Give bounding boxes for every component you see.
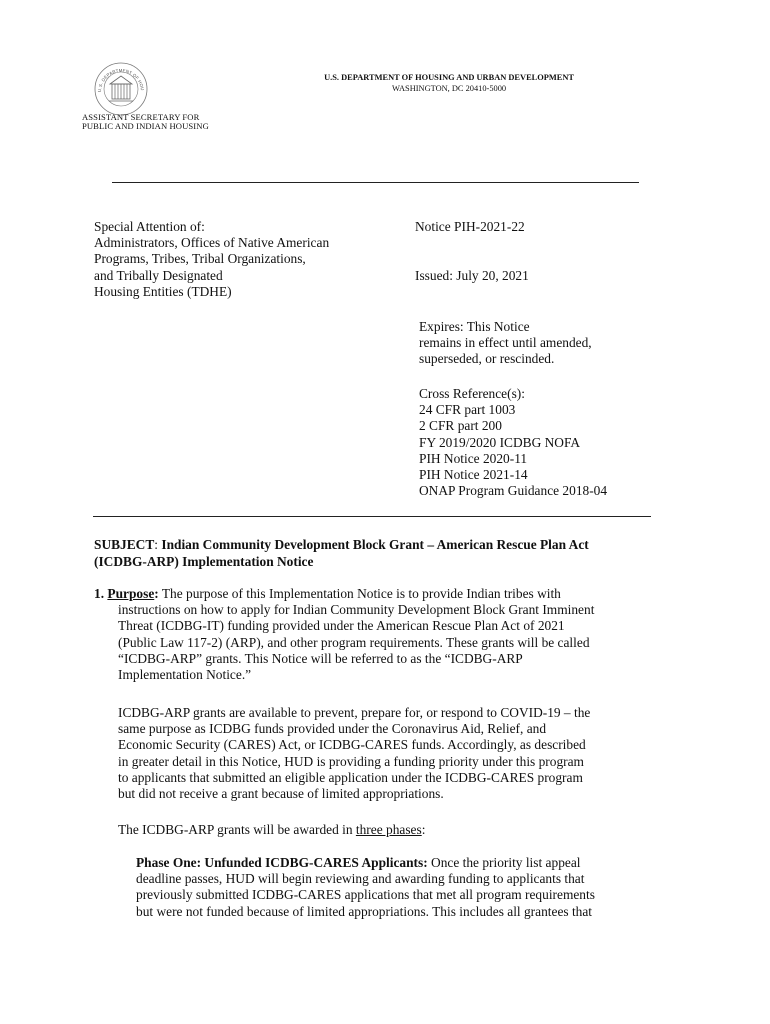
subject-divider — [93, 516, 651, 517]
expires-block — [419, 319, 659, 368]
phases-colon: : — [421, 822, 426, 837]
subject-title-line-1: Indian Community Development Block Grant – American Rescue Plan Act — [161, 537, 589, 552]
cross-reference-line: 24 CFR part 1003 — [419, 402, 516, 418]
phases-intro: The ICDBG-ARP grants will be awarded in — [118, 822, 356, 837]
office-name — [82, 113, 209, 131]
addressee-line: Programs, Tribes, Tribal Organizations, — [94, 251, 306, 267]
paragraph-line: to applicants that submitted an eligible application under the ICDBG-CARES program — [118, 769, 583, 785]
phase-one-heading: Phase One: Unfunded ICDBG-CARES Applicants: — [136, 855, 428, 870]
cross-reference-line: ONAP Program Guidance 2018-04 — [419, 483, 608, 499]
subject-label: SUBJECT — [94, 537, 155, 552]
subject-separator: : — [154, 537, 162, 552]
phase-one-text: Once the priority list appeal — [427, 855, 581, 870]
addressee-line: Housing Entities (TDHE) — [94, 283, 232, 299]
purpose-text: The purpose of this Implementation Notice is to provide Indian tribes with — [158, 586, 561, 601]
cross-reference-line: Cross Reference(s): — [419, 386, 525, 401]
purpose-text: Implementation Notice.” — [118, 667, 252, 683]
department-address: WASHINGTON, DC 20410-5000 — [392, 84, 507, 93]
cross-reference-line: PIH Notice 2020-11 — [419, 450, 528, 466]
purpose-text: “ICDBG-ARP” grants. This Notice will be referred to as the “ICDBG-ARP — [118, 650, 523, 666]
phase-one-text: previously submitted ICDBG-CARES applications that met all program requirements — [136, 887, 595, 903]
three-phases-text: three phases — [355, 822, 422, 837]
purpose-text: Threat (ICDBG-IT) funding provided under the American Rescue Plan Act of 2021 — [118, 618, 565, 634]
subject-title-line-2: (ICDBG-ARP) Implementation Notice — [94, 554, 314, 569]
cross-reference-line: PIH Notice 2021-14 — [419, 467, 528, 483]
phase-one-block — [136, 855, 696, 920]
purpose-heading: Purpose — [107, 586, 155, 601]
paragraph-line: same purpose as ICDBG funds provided under the Coronavirus Aid, Relief, and — [118, 721, 547, 737]
paragraph-line: but did not receive a grant because of limited appropriations. — [118, 786, 444, 802]
addressee-line: Special Attention of: — [94, 219, 205, 234]
header-divider — [112, 182, 639, 183]
issued-date: Issued: July 20, 2021 — [415, 268, 529, 283]
expires-line: Expires: This Notice — [419, 319, 530, 334]
paragraph-icdbg-arp — [118, 705, 678, 802]
phase-one-text: but were not funded because of limited appropriations. This includes all grantees that — [136, 903, 593, 919]
paragraph-line: ICDBG-ARP grants are available to prevent, prepare for, or respond to COVID-19 – the — [118, 705, 591, 720]
purpose-colon: : — [154, 586, 159, 601]
addressee-line: and Tribally Designated — [94, 267, 223, 283]
section-number: 1. — [94, 586, 108, 601]
notice-number: Notice PIH-2021-22 — [415, 219, 525, 234]
cross-reference-line: FY 2019/2020 ICDBG NOFA — [419, 434, 581, 450]
phase-one-text: deadline passes, HUD will begin reviewing and awarding funding to applicants that — [136, 871, 585, 887]
cross-reference-block — [419, 386, 679, 499]
office-line-2: PUBLIC AND INDIAN HOUSING — [82, 121, 209, 131]
letterhead — [0, 72, 770, 94]
svg-text:U.S. DEPARTMENT OF HOUSING AND: U.S. DEPARTMENT OF HOU — [96, 67, 145, 93]
cross-reference-line: 2 CFR part 200 — [419, 418, 502, 434]
office-line-1: ASSISTANT SECRETARY FOR — [82, 112, 200, 122]
purpose-section — [94, 586, 694, 683]
purpose-text: instructions on how to apply for Indian Community Development Block Grant Imminent — [118, 602, 595, 618]
addressees-block — [94, 219, 384, 300]
addressee-line: Administrators, Offices of Native American — [94, 235, 330, 251]
subject-block — [94, 536, 694, 570]
purpose-text: (Public Law 117-2) (ARP), and other program requirements. These grants will be called — [118, 634, 590, 650]
paragraph-line: Economic Security (CARES) Act, or ICDBG-CARES funds. Accordingly, as described — [118, 737, 586, 753]
expires-line: remains in effect until amended, — [419, 335, 592, 351]
paragraph-line: in greater detail in this Notice, HUD is providing a funding priority under this program — [118, 753, 584, 769]
department-name: U.S. DEPARTMENT OF HOUSING AND URBAN DEVELOPMENT — [324, 73, 574, 82]
expires-line: superseded, or rescinded. — [419, 351, 555, 367]
paragraph-phases — [118, 822, 678, 838]
